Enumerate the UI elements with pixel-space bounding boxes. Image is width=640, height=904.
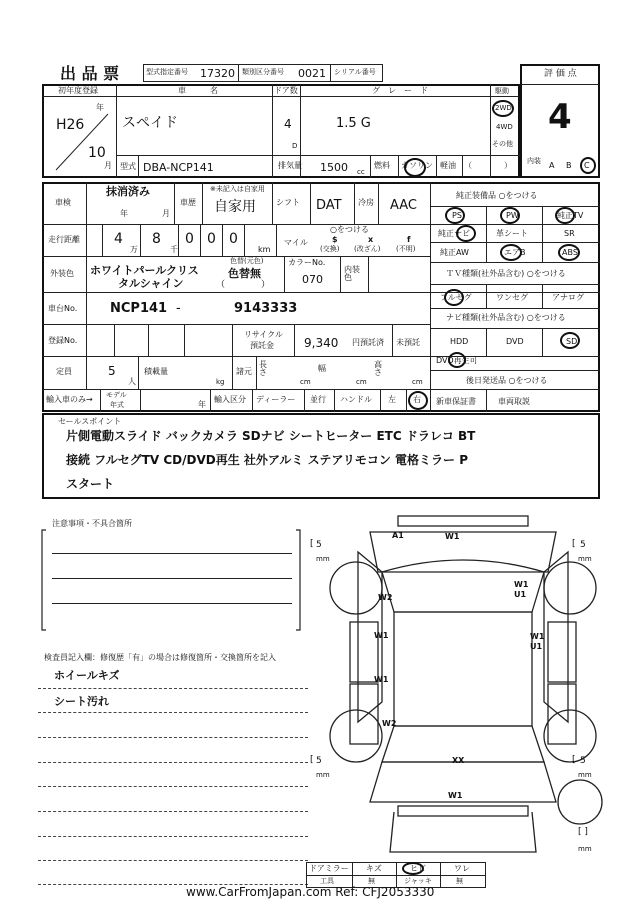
- tire-fl-mm: mm: [316, 555, 330, 563]
- first-reg-month: 10: [88, 145, 106, 161]
- equip-ps: PS: [452, 211, 462, 220]
- color-code-label: カラーNo.: [288, 258, 326, 267]
- mileage-digit-4: 0: [207, 231, 216, 247]
- mileage-opt2-sub: (改ざん): [354, 245, 381, 253]
- aftermarket-warranty: 新車保証書: [436, 397, 476, 406]
- mileage-digit-1: 4: [114, 231, 123, 247]
- rear-left-tire: [330, 710, 382, 762]
- mileage-digit-5: 0: [229, 231, 238, 247]
- drive-4wd: 4WD: [496, 123, 513, 131]
- equip-tv-circle: [555, 207, 575, 224]
- interior-label: 内装: [527, 157, 541, 165]
- class-no: 0021: [298, 67, 326, 80]
- equip-leather: 革シート: [496, 229, 528, 238]
- drive-other: その他: [492, 140, 513, 148]
- tire-rr-depth: 5: [580, 756, 586, 766]
- footer-jack-value: 無: [456, 877, 463, 885]
- tv-analog: アナログ: [552, 293, 584, 302]
- reg-diagonal: [50, 112, 112, 174]
- footer-header-mirror: ドアミラー: [309, 864, 349, 873]
- mark-w2-front: W2: [378, 593, 393, 602]
- class-label: 類別区分番号: [242, 68, 284, 76]
- spare-tire: [558, 780, 602, 824]
- navi-hdd: HDD: [450, 337, 469, 346]
- car-name: スペイド: [122, 115, 178, 131]
- inspector-label: 検査員記入欄：修復歴「有」の場合は修復箇所・交換箇所を記入: [44, 653, 276, 662]
- footer-header-break: ワレ: [454, 864, 470, 873]
- rear-right-tire: [544, 710, 596, 762]
- drive-2wd: 2WD: [495, 104, 512, 112]
- month-unit: 月: [104, 161, 112, 170]
- tv-fullseg-circle: [444, 289, 464, 306]
- watermark: www.CarFromJapan.com Ref: CFJ2053330: [186, 885, 435, 899]
- mileage-opt3: f: [407, 235, 411, 244]
- tv-fullseg: フルセグ: [440, 293, 472, 302]
- selling-points-label: セールスポイント: [58, 417, 122, 426]
- shift-label: シフト: [276, 198, 300, 207]
- height-cm: cm: [412, 378, 423, 386]
- doors-label: ドア数: [274, 86, 298, 95]
- repaint-value: 色替無: [228, 267, 261, 280]
- mileage-opt1: $: [332, 235, 338, 244]
- rear-bumper-shape: [398, 806, 528, 816]
- import-parallel: 並行: [310, 395, 326, 404]
- equip-pw: PW: [506, 211, 519, 220]
- recycle-label-1: リサイクル: [244, 330, 283, 339]
- first-reg-year: H26: [56, 117, 85, 133]
- recycle-deposited: 円預託済: [352, 338, 384, 347]
- mileage-km: km: [258, 245, 271, 254]
- navi-dvd: DVD: [506, 337, 524, 346]
- length-label: 長さ: [259, 360, 267, 377]
- footer-tools-value: 無: [368, 877, 375, 885]
- fuel-value: ガソリン: [401, 161, 433, 170]
- model-year-label-1: モデル: [106, 391, 127, 399]
- tire-fr-bracket: [: [572, 539, 576, 549]
- inspection-month-unit: 月: [162, 209, 170, 218]
- year-unit: 年: [96, 103, 104, 112]
- tv-oneseg: ワンセグ: [496, 293, 528, 302]
- color-line2: タルシャイン: [118, 277, 184, 290]
- door-unit: D: [292, 142, 298, 150]
- import-type-label: 輸入区分: [214, 395, 246, 404]
- recycle-label-2: 預託金: [250, 341, 274, 350]
- mark-w1-right: W1: [514, 580, 529, 589]
- mileage-digit-3: 0: [185, 231, 194, 247]
- model-year-label-2: 年式: [110, 401, 124, 409]
- navi-sd-circle: [560, 332, 580, 349]
- chassis-number: 9143333: [234, 301, 298, 316]
- spare-mm: mm: [578, 845, 592, 853]
- displacement-label: 排気量: [278, 161, 302, 170]
- load-label: 積載量: [144, 367, 168, 376]
- recycle-value: 9,340: [304, 336, 339, 350]
- fuel-label: 燃料: [374, 161, 390, 170]
- inspection-value: 抹消済み: [106, 185, 150, 198]
- tire-fr-depth: 5: [580, 540, 586, 550]
- tire-fl-bracket: [: [310, 539, 314, 549]
- width-label: 幅: [318, 364, 326, 373]
- serial-label: シリアル番号: [334, 68, 376, 76]
- mark-a1: A1: [392, 531, 404, 540]
- tire-rr-bracket: [: [572, 755, 576, 765]
- chassis-label: 車台No.: [48, 304, 78, 313]
- mark-w1-rear: W1: [448, 791, 463, 800]
- mileage-circle-note: ○をつける: [330, 225, 369, 234]
- equip-airbag: エアB: [504, 248, 526, 257]
- navi-sd: SD: [566, 337, 578, 346]
- inspection-year-unit: 年: [120, 209, 128, 218]
- mark-xx: XX: [452, 756, 465, 765]
- recycle-undeposited: 未預託: [396, 338, 420, 347]
- car-damage-diagram: [310, 512, 640, 872]
- equip-sr: SR: [564, 229, 575, 238]
- mileage-opt2: x: [368, 235, 374, 244]
- doors-value: 4: [284, 117, 292, 131]
- score-label: 評 価 点: [544, 69, 577, 79]
- roof-shape: [394, 612, 532, 726]
- tv-title: ＴＶ種類(社外品含む) ○をつける: [446, 269, 566, 278]
- mark-w1-front: W1: [445, 532, 460, 541]
- color-code: 070: [302, 273, 323, 286]
- trunk-shape: [370, 762, 556, 802]
- equip-ps-circle: [445, 207, 465, 224]
- model-cert-label: 型式指定番号: [146, 68, 188, 76]
- equip-pw-circle: [500, 207, 520, 224]
- selling-points-line-1: 片側電動スライド バックカメラ SDナビ シートヒーター ETC ドラレコ BT: [66, 429, 476, 443]
- spare-bracket: [ ]: [578, 827, 588, 837]
- equip-abs: ABS: [562, 248, 578, 257]
- mark-u1-right: U1: [514, 590, 527, 599]
- equip-tv: 純正TV: [557, 211, 584, 220]
- reg-no-label: 登録No.: [48, 336, 78, 345]
- import-dealer: ディーラー: [256, 395, 296, 404]
- selling-points-line-3: スタート: [66, 477, 115, 491]
- note-item-2: シート汚れ: [54, 695, 109, 708]
- load-kg: kg: [216, 378, 225, 386]
- equip-abs-circle: [558, 244, 580, 261]
- mark-w1-left-rear: W1: [374, 675, 389, 684]
- dvd-circle: [448, 352, 466, 368]
- caution-label: 注意事項・不具合箇所: [52, 519, 132, 528]
- mileage-man: 万: [130, 245, 138, 254]
- length-cm: cm: [300, 378, 311, 386]
- oil-paren: （ ）: [464, 161, 512, 170]
- interior-a: A: [549, 161, 555, 170]
- interior-b: B: [566, 161, 572, 170]
- import-label: 輸入車のみ→: [46, 395, 93, 404]
- import-year-unit: 年: [198, 400, 206, 409]
- chassis-dash: -: [176, 301, 181, 316]
- footer-jack-label: ジャッキ: [404, 877, 432, 885]
- mileage-opt1-sub: (交換): [320, 245, 340, 253]
- grade-value: 1.5 G: [336, 116, 371, 131]
- mile-label: マイル: [284, 238, 308, 247]
- capacity-unit: 人: [128, 377, 136, 386]
- model-cert-no: 17320: [200, 67, 235, 80]
- mileage-label: 走行距離: [48, 235, 80, 244]
- first-reg-label: 初年度登録: [58, 86, 98, 95]
- cc-unit: cc: [357, 168, 365, 176]
- drive-circle: [492, 100, 514, 117]
- mark-w1-right-door: W1: [530, 632, 545, 641]
- inspection-label: 車検: [55, 198, 71, 207]
- front-bumper-shape: [398, 516, 528, 526]
- ac-label: 冷房: [358, 198, 374, 207]
- footer-header-scratch: キズ: [366, 864, 382, 873]
- height-label: 高さ: [374, 360, 382, 377]
- equip-navi: 純正ナビ: [438, 229, 470, 238]
- car-name-label: 車 名: [178, 86, 218, 95]
- interior-circle: [580, 157, 596, 174]
- selling-points-line-2: 接続 フルセグTV CD/DVD再生 社外アルミ ステアリモコン 電格ミラー P: [66, 453, 469, 467]
- footer-crack-circle: [402, 862, 424, 875]
- grade-label: グ レ ー ド: [372, 86, 428, 95]
- model-type-label: 型式: [120, 162, 136, 171]
- mileage-sen: 千: [170, 245, 178, 254]
- tire-rl-depth: 5: [316, 756, 322, 766]
- handle-right: 右: [413, 395, 421, 404]
- tire-rl-mm: mm: [316, 771, 330, 779]
- footer-tools-label: 工具: [320, 877, 334, 885]
- handle-left: 左: [388, 395, 396, 404]
- fuel-circle: [404, 158, 426, 177]
- caution-box: [38, 526, 308, 636]
- mark-w2-rear: W2: [382, 719, 397, 728]
- tire-rr-mm: mm: [578, 771, 592, 779]
- form-title: 出 品 票: [60, 64, 120, 83]
- history-note: ※未記入は自家用: [210, 185, 265, 193]
- interior-color-label: 内装色: [344, 265, 360, 282]
- width-cm: cm: [356, 378, 367, 386]
- mark-w1-left-door: W1: [374, 631, 389, 640]
- chassis-model: NCP141: [110, 301, 168, 316]
- color-label: 外装色: [50, 269, 74, 278]
- repaint-label: 色替(元色): [230, 257, 264, 265]
- oil-label: 軽油: [440, 161, 456, 170]
- front-left-tire: [330, 562, 382, 614]
- equip-airbag-circle: [500, 244, 522, 261]
- equip-navi-circle: [456, 225, 476, 242]
- ac-value: AAC: [390, 198, 417, 213]
- tire-fr-mm: mm: [578, 555, 592, 563]
- history-label: 車歴: [180, 198, 196, 207]
- tire-rl-bracket: [: [310, 755, 314, 765]
- navi-title: ナビ種類(社外品含む) ○をつける: [446, 313, 566, 322]
- note-item-1: ホイールキズ: [54, 669, 120, 682]
- handle-label: ハンドル: [340, 395, 372, 404]
- aftermarket-manual: 車両取説: [498, 397, 530, 406]
- aftermarket-title: 後日発送品 ○をつける: [466, 376, 548, 385]
- handle-circle: [408, 391, 428, 410]
- capacity-label: 定員: [56, 367, 72, 376]
- interior-c: C: [584, 161, 590, 170]
- equipment-title: 純正装備品 ○をつける: [456, 191, 538, 200]
- displacement-value: 1500: [320, 161, 348, 174]
- front-right-tire: [544, 562, 596, 614]
- equip-aw: 純正AW: [440, 248, 469, 257]
- dvd-playback: DVD再生可: [436, 356, 478, 365]
- history-value: 自家用: [214, 199, 256, 215]
- footer-header-crack: ヒビ: [410, 864, 426, 873]
- score-value: 4: [548, 97, 572, 137]
- mileage-digit-2: 8: [152, 231, 161, 247]
- tire-fl-depth: 5: [316, 540, 322, 550]
- drive-label: 駆動: [495, 87, 509, 95]
- shift-value: DAT: [316, 198, 342, 213]
- model-type-value: DBA-NCP141: [143, 161, 214, 174]
- capacity-value: 5: [108, 364, 116, 378]
- mileage-opt3-sub: (不明): [396, 245, 416, 253]
- size-label: 諸元: [236, 367, 252, 376]
- repaint-paren: （ ）: [216, 280, 271, 290]
- mark-u1-right-door: U1: [530, 642, 543, 651]
- color-line1: ホワイトパールクリス: [90, 264, 199, 277]
